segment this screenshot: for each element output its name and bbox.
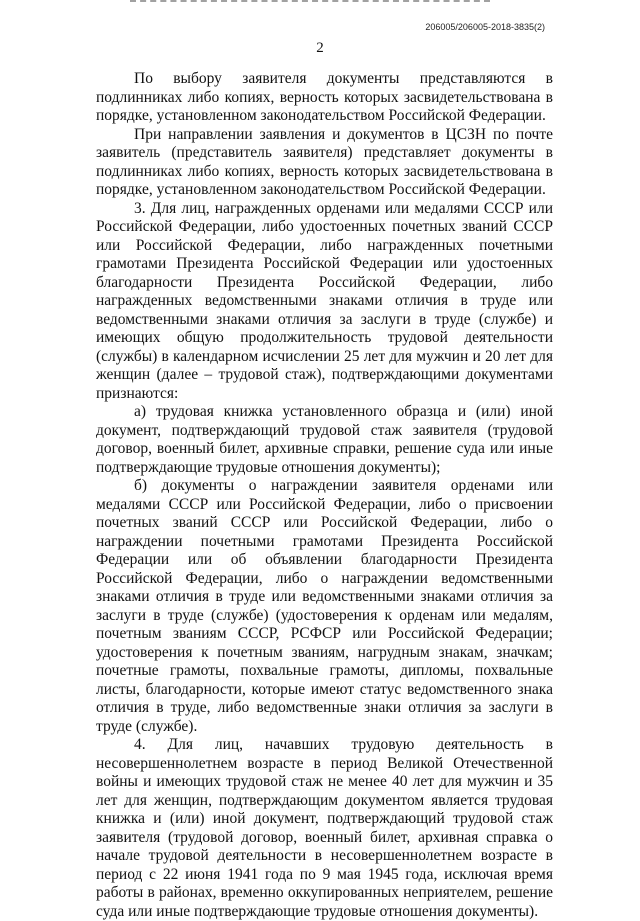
paragraph: 4. Для лиц, начавших трудовую деятельность в несовершеннолетнем возрасте в период Великой Отечественной войны и имеющих трудовой стаж не менее 40 лет для мужчин и 35 лет для женщин, подтверждающим документом является трудовая книжка и (или) иной документ, подтверждающий трудовой стаж заявителя (трудовой договор, военный билет, архивная справка о начале трудовой деятельности в несовершеннолетнем возрасте в период с 22 июня 1941 года по 9 мая 1945 года, исключая время работы в районах, временно оккупированных неприятелем, решение суда или иные подтверждающие трудовые отношения документы). <box>96 736 553 920</box>
document-body <box>96 70 553 921</box>
page-number: 2 <box>316 40 324 56</box>
paragraph: б) документы о награждении заявителя орденами или медалями СССР или Российской Федерации, либо о присвоении почетных званий СССР или Российской Федерации, либо о награждении почетными грамотами Президента Российской Федерации или об объявлении благодарности Президента Российской Федерации, либо о награждении ведомственными знаками отличия в труде или ведомственными знаками отличия за заслуги в труде (службе) (удостоверения к орденам или медалям, почетным званиям СССР, РСФСР или Российской Федерации; удостоверения к почетным званиям, нагрудным знакам, значкам; почетные грамоты, похвальные грамоты, дипломы, похвальные листы, благодарности, которые имеют статус ведомственного знака отличия в труде, либо ведомственные знаки отличия за заслуги в труде (службе). <box>96 477 553 735</box>
scan-artifact <box>130 0 490 8</box>
paragraph: По выбору заявителя документы представляются в подлинниках либо копиях, верность которых засвидетельствована в порядке, установленном законодательством Российской Федерации. <box>96 70 553 124</box>
paragraph: а) трудовая книжка установленного образца и (или) иной документ, подтверждающий трудовой стаж заявителя (трудовой договор, военный билет, архивные справки, решение суда или иные подтверждающие трудовые отношения документы); <box>96 403 553 476</box>
document-id: 206005/206005-2018-3835(2) <box>425 22 545 32</box>
paragraph: 3. Для лиц, награжденных орденами или медалями СССР или Российской Федерации, либо удостоенных почетных званий СССР или Российской Федерации, либо награжденных почетными грамотами Президента Российской Федерации или удостоенных благодарности Президента Российской Федерации, либо награжденных ведомственными знаками отличия в труде или ведомственными знаками отличия за заслуги в труде (службе) и имеющих общую продолжительность трудовой деятельности (службы) в календарном исчислении 25 лет для мужчин и 20 лет для женщин (далее – трудовой стаж), подтверждающими документами признаются: <box>96 199 553 402</box>
paragraph: При направлении заявления и документов в ЦСЗН по почте заявитель (представитель заявителя) представляет документы в подлинниках либо копиях, верность которых засвидетельствована в порядке, установленном законодательством Российской Федерации. <box>96 125 553 198</box>
